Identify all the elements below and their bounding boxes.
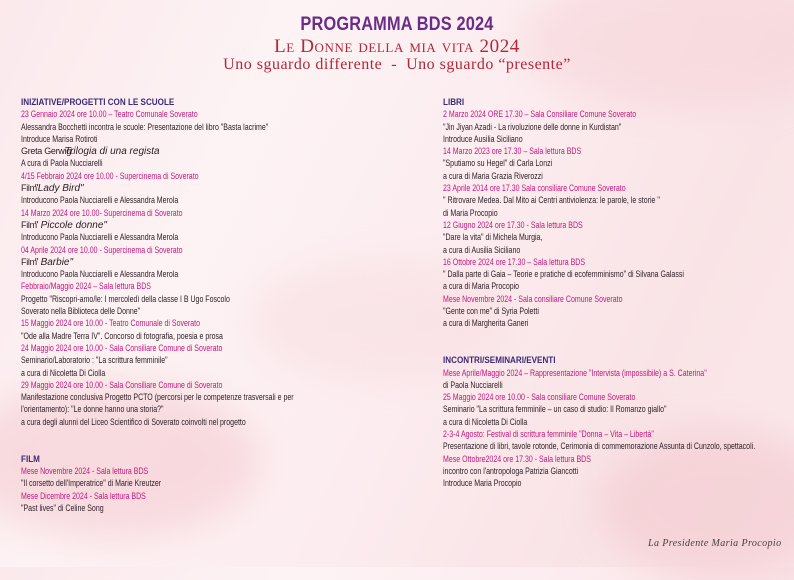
line-text: "Dare la vita" di Michela Murgia, xyxy=(443,232,543,243)
line-text: 2 Marzo 2024 ORE 17.30 – Sala Consiliare Comune Soverato xyxy=(443,109,637,120)
line-text: Soverato nella Biblioteca delle Donne" xyxy=(21,306,141,317)
event-date-line xyxy=(21,108,416,120)
line-text: 2-3-4 Agosto: Festival di scrittura femminile "Donna – Vita – Libertà" xyxy=(443,429,654,440)
signature: La Presidente Maria Procopio xyxy=(648,538,782,549)
event-date-line xyxy=(21,490,416,502)
event-detail-line xyxy=(21,293,416,305)
line-text: Febbraio/Maggio 2024 – Sala lettura BDS xyxy=(21,281,151,292)
section-heading xyxy=(443,354,783,366)
event-detail-line xyxy=(443,305,783,317)
line-text: di Maria Procopio xyxy=(443,207,498,218)
event-date-line xyxy=(21,207,416,219)
event-detail-line xyxy=(443,280,783,292)
event-detail-line xyxy=(21,219,416,231)
event-date-line xyxy=(443,256,783,268)
spacer xyxy=(443,330,783,342)
italic-title: Trilogia di una regista xyxy=(64,146,160,158)
line-text: l'orientamento): "Le donne hanno una storia?" xyxy=(21,404,164,415)
event-detail-line xyxy=(443,194,783,206)
event-date-line xyxy=(443,145,783,157)
line-text: INIZIATIVE/PROGETTI CON LE SCUOLE xyxy=(21,97,175,107)
line-text: a cura di Ausilia Siciliano xyxy=(443,244,521,255)
event-detail-line xyxy=(21,403,416,415)
line-text: "Il corsetto dell'Imperatrice" di Marie Kreutzer xyxy=(21,478,162,489)
line-text: "Sputiamo su Hegel" di Carla Lonzi xyxy=(443,158,553,169)
event-date-line xyxy=(443,391,783,403)
event-date-line xyxy=(21,280,416,292)
line-text: A cura di Paola Nucciarelli xyxy=(21,158,103,169)
line-text: " Dalla parte di Gaia – Teorie e pratiche di ecofemminismo" di Silvana Galassi xyxy=(443,269,684,280)
event-detail-line xyxy=(443,157,783,169)
spacer xyxy=(21,440,416,452)
page-tagline: Uno sguardo differente - Uno sguardo “presente” xyxy=(223,56,571,73)
line-text: INCONTRI/SEMINARI/EVENTI xyxy=(443,355,556,366)
line-text: 24 Maggio 2024 ore 10.00 - Sala Consiliare Comune di Soverato xyxy=(21,342,223,353)
event-date-line xyxy=(21,379,416,391)
event-date-line xyxy=(21,342,416,354)
event-detail-line xyxy=(443,465,783,477)
event-detail-line xyxy=(21,231,416,243)
event-detail-line xyxy=(443,170,783,182)
spacer xyxy=(21,428,416,440)
event-date-line xyxy=(443,453,783,465)
line-text: 04 Aprile 2024 ore 10.00 - Supercinema di Soverato xyxy=(21,244,183,255)
event-detail-line xyxy=(443,231,783,243)
page-subtitle: Le Donne della mia vita 2024 xyxy=(274,36,520,57)
line-text: Film xyxy=(21,256,37,267)
line-text: Introducono Paola Nucciarelli e Alessandra Merola xyxy=(21,269,179,280)
event-detail-line xyxy=(21,268,416,280)
line-text: Introduce Ausilia Siciliano xyxy=(443,133,523,144)
line-text: 25 Maggio 2024 ore 10.00 - Sala consiliare Comune Soverato xyxy=(443,392,636,403)
line-text: Introducono Paola Nucciarelli e Alessandra Merola xyxy=(21,232,179,243)
line-text: 29 Maggio 2024 ore 10.00 - Sala Consiliare Comune di Soverato xyxy=(21,379,223,390)
line-text: "Jin Jiyan Azadi - La rivoluzione delle donne in Kurdistan" xyxy=(443,121,622,132)
event-detail-line xyxy=(21,330,416,342)
line-text: di Paola Nucciarelli xyxy=(443,379,503,390)
line-text: 16 Ottobre 2024 ore 17.30 – Sala lettura BDS xyxy=(443,256,586,267)
event-detail-line xyxy=(21,256,416,268)
event-detail-line xyxy=(443,317,783,329)
line-text: Film xyxy=(21,183,37,194)
event-detail-line xyxy=(443,207,783,219)
line-text: "Past lives" di Celine Song xyxy=(21,502,104,513)
page-title: PROGRAMMA BDS 2024 xyxy=(300,14,494,35)
event-date-line xyxy=(443,367,783,379)
line-text: 14 Marzo 2023 ore 17.30 – Sala lettura BDS xyxy=(443,146,582,157)
line-text: Progetto "Riscopri-amo/le: I mercoledì della classe I B Ugo Foscolo xyxy=(21,293,230,304)
line-text: a cura di Maria Procopio xyxy=(443,281,520,292)
line-text: Mese Aprile/Maggio 2024 – Rappresentazione "Intervista (impossibile) a S. Caterina" xyxy=(443,367,707,378)
event-detail-line xyxy=(443,133,783,145)
line-text: 15 Maggio 2024 ore 10.00 - Teatro Comunale di Soverato xyxy=(21,318,200,329)
section-heading xyxy=(443,96,783,108)
event-detail-line xyxy=(21,121,416,133)
italic-title: "Lady Bird" xyxy=(34,183,84,195)
line-text: Introduce Marisa Rotiroti xyxy=(21,133,98,144)
event-detail-line xyxy=(443,121,783,133)
event-detail-line xyxy=(443,440,783,452)
event-detail-line xyxy=(443,403,783,415)
event-detail-line xyxy=(21,133,416,145)
event-detail-line xyxy=(21,367,416,379)
line-text: 23 Aprile 2014 ore 17.30 Sala consiliare Comune Soverato xyxy=(443,183,626,194)
event-detail-line xyxy=(443,416,783,428)
line-text: Alessandra Bocchetti incontra le scuole: Presentazione del libro "Basta lacrime" xyxy=(21,121,269,132)
event-detail-line xyxy=(21,182,416,194)
line-text: a cura di Maria Grazia Riverozzi xyxy=(443,170,543,181)
line-text: Presentazione di libri, tavole rotonde, Cerimonia di commemorazione Assunta di Cunzolo, spettacoli. xyxy=(443,441,756,452)
line-text: Manifestazione conclusiva Progetto PCTO (percorsi per le competenze trasversali e per xyxy=(21,392,294,403)
line-text: a cura degli alunni del Liceo Scientifico di Soverato coinvolti nel progetto xyxy=(21,416,246,427)
line-text: Mese Novembre 2024 - Sala consiliare Comune Soverato xyxy=(443,293,623,304)
line-text: Greta Gerwig: xyxy=(21,146,74,157)
line-text: "Gente con me" di Syria Poletti xyxy=(443,306,539,317)
line-text: FILM xyxy=(21,453,40,464)
event-detail-line xyxy=(21,354,416,366)
line-text: 14 Marzo 2024 ore 10.00- Supercinema di Soverato xyxy=(21,207,183,218)
event-date-line xyxy=(443,219,783,231)
event-detail-line xyxy=(21,416,416,428)
line-text: Introduce Maria Procopio xyxy=(443,478,522,489)
line-text: Mese Novembre 2024 - Sala lettura BDS xyxy=(21,465,149,476)
event-detail-line xyxy=(443,268,783,280)
line-text: Film xyxy=(21,219,37,230)
right-column xyxy=(443,96,783,490)
line-text: Seminario/Laboratorio : "La scrittura femminile" xyxy=(21,355,168,366)
line-text: Introducono Paola Nucciarelli e Alessandra Merola xyxy=(21,195,179,206)
line-text: " Ritrovare Medea. Dal Mito ai Centri antiviolenza: le parole, le storie " xyxy=(443,195,660,206)
line-text: LIBRI xyxy=(443,97,465,107)
left-column xyxy=(21,96,416,514)
event-date-line xyxy=(21,317,416,329)
event-detail-line xyxy=(21,145,416,157)
line-text: a cura di Nicoletta Di Ciolla xyxy=(21,367,106,378)
line-text: a cura di Margherita Ganeri xyxy=(443,318,529,329)
line-text: "Ode alla Madre Terra IV". Concorso di fotografia, poesia e prosa xyxy=(21,330,223,341)
italic-title: " Piccole donne" xyxy=(34,219,107,231)
line-text: a cura di Nicoletta Di Ciolla xyxy=(443,416,528,427)
line-text: Mese Ottobre2024 ore 17.30 - Sala lettura BDS xyxy=(443,453,591,464)
event-detail-line xyxy=(443,477,783,489)
event-date-line xyxy=(443,182,783,194)
line-text: 23 Gennaio 2024 ore 10.00 – Teatro Comunale Soverato xyxy=(21,109,198,120)
section-heading xyxy=(21,453,416,465)
event-date-line xyxy=(443,108,783,120)
event-detail-line xyxy=(443,244,783,256)
line-text: incontro con l'antropologa Patrizia Giancotti xyxy=(443,465,579,476)
line-text: 4/15 Febbraio 2024 ore 10.00 - Supercinema di Soverato xyxy=(21,170,199,181)
line-text: 12 Giugno 2024 ore 17.30 - Sala lettura BDS xyxy=(443,219,583,230)
event-detail-line xyxy=(21,194,416,206)
event-date-line xyxy=(21,170,416,182)
line-text: Seminario "La scrittura femminile – un caso di studio: Il Romanzo giallo" xyxy=(443,404,667,415)
spacer xyxy=(443,342,783,354)
italic-title: " Barbie" xyxy=(34,256,74,268)
event-detail-line xyxy=(21,157,416,169)
event-date-line xyxy=(21,244,416,256)
event-detail-line xyxy=(443,379,783,391)
line-text: Mese Dicembre 2024 - Sala lettura BDS xyxy=(21,490,146,501)
section-heading xyxy=(21,96,416,108)
event-detail-line xyxy=(21,305,416,317)
event-date-line xyxy=(443,428,783,440)
event-date-line xyxy=(21,465,416,477)
event-date-line xyxy=(443,293,783,305)
event-detail-line xyxy=(21,502,416,514)
event-detail-line xyxy=(21,477,416,489)
event-detail-line xyxy=(21,391,416,403)
